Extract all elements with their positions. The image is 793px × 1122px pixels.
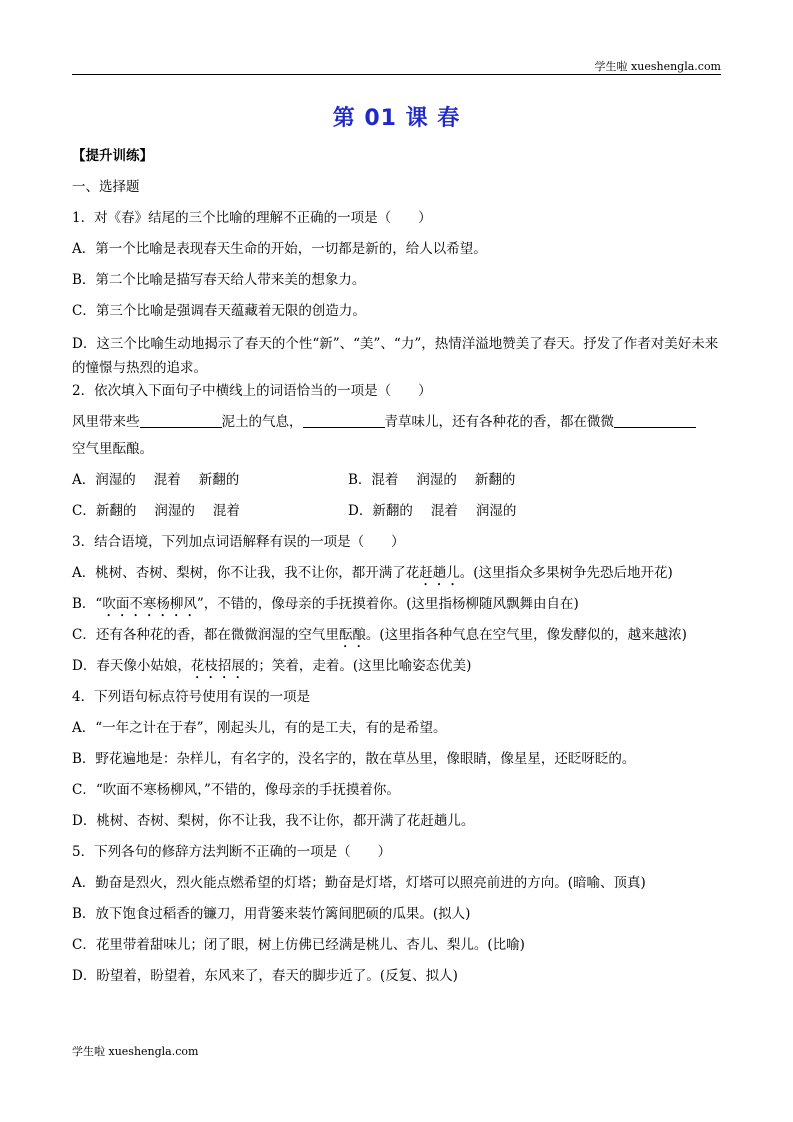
q3-option-a-pre: A．桃树、杏树、梨树，你不让我，我不让你，都开满了花 bbox=[72, 565, 420, 581]
section-tag: 【提升训练】 bbox=[72, 148, 153, 164]
q3-option-b bbox=[72, 594, 721, 625]
q1-option-c: C．第三个比喻是强调春天蕴藏着无限的创造力。 bbox=[72, 303, 366, 319]
q2-blank-1 bbox=[140, 413, 222, 428]
q2-option-a-word3: 新翻的 bbox=[198, 472, 240, 488]
q4-option-d: D．桃树、杏树、梨树，你不让我，我不让你，都开满了花赶趟儿。 bbox=[72, 813, 475, 829]
q2-sentence-line1 bbox=[72, 412, 721, 439]
q2-blank-3 bbox=[614, 413, 696, 428]
q3-option-d-post: 的；笑着，走着。(这里比喻姿态优美) bbox=[244, 658, 472, 674]
q4-option-c: C．“吹面不寒杨柳风，”不错的，像母亲的手抚摸着你。 bbox=[72, 782, 400, 798]
q1-option-b: B．第二个比喻是描写春天给人带来美的想象力。 bbox=[72, 272, 366, 288]
q2-stem: 2．依次填入下面句子中横线上的词语恰当的一项是（ ） bbox=[72, 383, 432, 399]
q3-option-d bbox=[72, 656, 721, 687]
q5-option-b: B．放下饱食过稻香的镰刀，用背篓来装竹篱间肥硕的瓜果。(拟人) bbox=[72, 906, 471, 922]
q5-option-d: D．盼望着，盼望着，东风来了，春天的脚步近了。(反复、拟人) bbox=[72, 968, 458, 984]
q2-option-d-label: D． bbox=[348, 503, 373, 519]
q3-option-c-pre: C．还有各种花的香，都在微微润湿的空气里 bbox=[72, 627, 339, 643]
q3-option-c-post: 。(这里指各种气息在空气里，像发酵似的，越来越浓) bbox=[365, 627, 687, 643]
q3-option-b-dotted-word: 吹面不寒杨柳风 bbox=[102, 596, 197, 612]
q2-option-b-label: B． bbox=[348, 472, 372, 488]
q3-option-c-dotted-word: 酝酿 bbox=[338, 627, 366, 643]
q2-option-b bbox=[348, 470, 624, 501]
document-body bbox=[72, 146, 721, 997]
q2-options-row2 bbox=[72, 501, 721, 532]
q2-option-c-word1: 新翻的 bbox=[95, 503, 137, 519]
q1-option-a: A．第一个比喻是表现春天生命的开始，一切都是新的，给人以希望。 bbox=[72, 241, 487, 257]
q3-option-a-post: 。(这里指众多果树争先恐后地开花) bbox=[459, 565, 673, 581]
q3-option-d-dotted-word: 花枝招展 bbox=[190, 658, 245, 674]
footer-site-name: 学生啦 xueshengla.com bbox=[72, 1045, 199, 1058]
q2-option-a-word2: 混着 bbox=[153, 472, 181, 488]
q3-option-a bbox=[72, 563, 721, 594]
page-title: 第 01 课 春 bbox=[332, 106, 461, 131]
q3-option-d-pre: D．春天像小姑娘， bbox=[72, 658, 191, 674]
q4-stem: 4．下列语句标点符号使用有误的一项是 bbox=[72, 689, 311, 705]
q3-option-c bbox=[72, 625, 721, 656]
q2-sentence-part4: 空气里酝酿。 bbox=[72, 441, 153, 457]
q2-option-d-word1: 新翻的 bbox=[372, 503, 413, 519]
q2-sentence-part1: 风里带来些 bbox=[72, 414, 140, 430]
q2-option-c bbox=[72, 501, 348, 532]
q1-stem: 1．对《春》结尾的三个比喻的理解不正确的一项是（ ） bbox=[72, 210, 432, 226]
q2-option-c-label: C． bbox=[72, 503, 96, 519]
q2-option-a-word1: 润湿的 bbox=[95, 472, 136, 488]
header-divider bbox=[72, 74, 721, 75]
q3-option-b-pre: B．“ bbox=[72, 596, 103, 612]
q2-option-b-word1: 混着 bbox=[371, 472, 399, 488]
q3-stem: 3．结合语境，下列加点词语解释有误的一项是（ ） bbox=[72, 534, 405, 550]
q4-option-a: A．“一年之计在于春”，刚起头儿，有的是工夫，有的是希望。 bbox=[72, 720, 447, 736]
q2-option-d-word2: 混着 bbox=[430, 503, 458, 519]
q3-option-a-dotted-word: 赶趟儿 bbox=[419, 565, 460, 581]
q2-option-c-word2: 润湿的 bbox=[154, 503, 195, 519]
q2-sentence-part2: 泥土的气息， bbox=[221, 414, 303, 430]
q2-option-a bbox=[72, 470, 348, 501]
q2-options-row1 bbox=[72, 470, 721, 501]
q2-option-d bbox=[348, 501, 624, 532]
q5-option-c: C．花里带着甜味儿；闭了眼，树上仿佛已经满是桃儿、杏儿、梨儿。(比喻) bbox=[72, 937, 525, 953]
q4-option-b: B．野花遍地是：杂样儿，有名字的，没名字的，散在草丛里，像眼睛，像星星，还眨呀眨的。 bbox=[72, 751, 636, 767]
q5-option-a: A．勤奋是烈火，烈火能点燃希望的灯塔；勤奋是灯塔，灯塔可以照亮前进的方向。(暗喻、顶真) bbox=[72, 875, 646, 891]
q2-option-d-word3: 润湿的 bbox=[475, 503, 517, 519]
q2-blank-2 bbox=[303, 413, 385, 428]
q1-option-d: D．这三个比喻生动地揭示了春天的个性“新”、“美”、“力”，热情洋溢地赞美了春天。抒发了作者对美好未来的憧憬与热烈的追求。 bbox=[72, 336, 719, 376]
q3-option-b-post: ”，不错的，像母亲的手抚摸着你。(这里指杨柳随风飘舞由自在) bbox=[196, 596, 579, 612]
q2-option-a-label: A． bbox=[72, 472, 96, 488]
q2-option-b-word2: 润湿的 bbox=[416, 472, 457, 488]
header-site-name: 学生啦 xueshengla.com bbox=[594, 60, 721, 73]
q2-option-b-word3: 新翻的 bbox=[474, 472, 516, 488]
q2-option-c-word3: 混着 bbox=[212, 503, 240, 519]
q5-stem: 5．下列各句的修辞方法判断不正确的一项是（ ） bbox=[72, 844, 392, 860]
section-heading: 一、选择题 bbox=[72, 179, 140, 195]
q2-sentence-part3: 青草味儿，还有各种花的香，都在微微 bbox=[384, 414, 614, 430]
